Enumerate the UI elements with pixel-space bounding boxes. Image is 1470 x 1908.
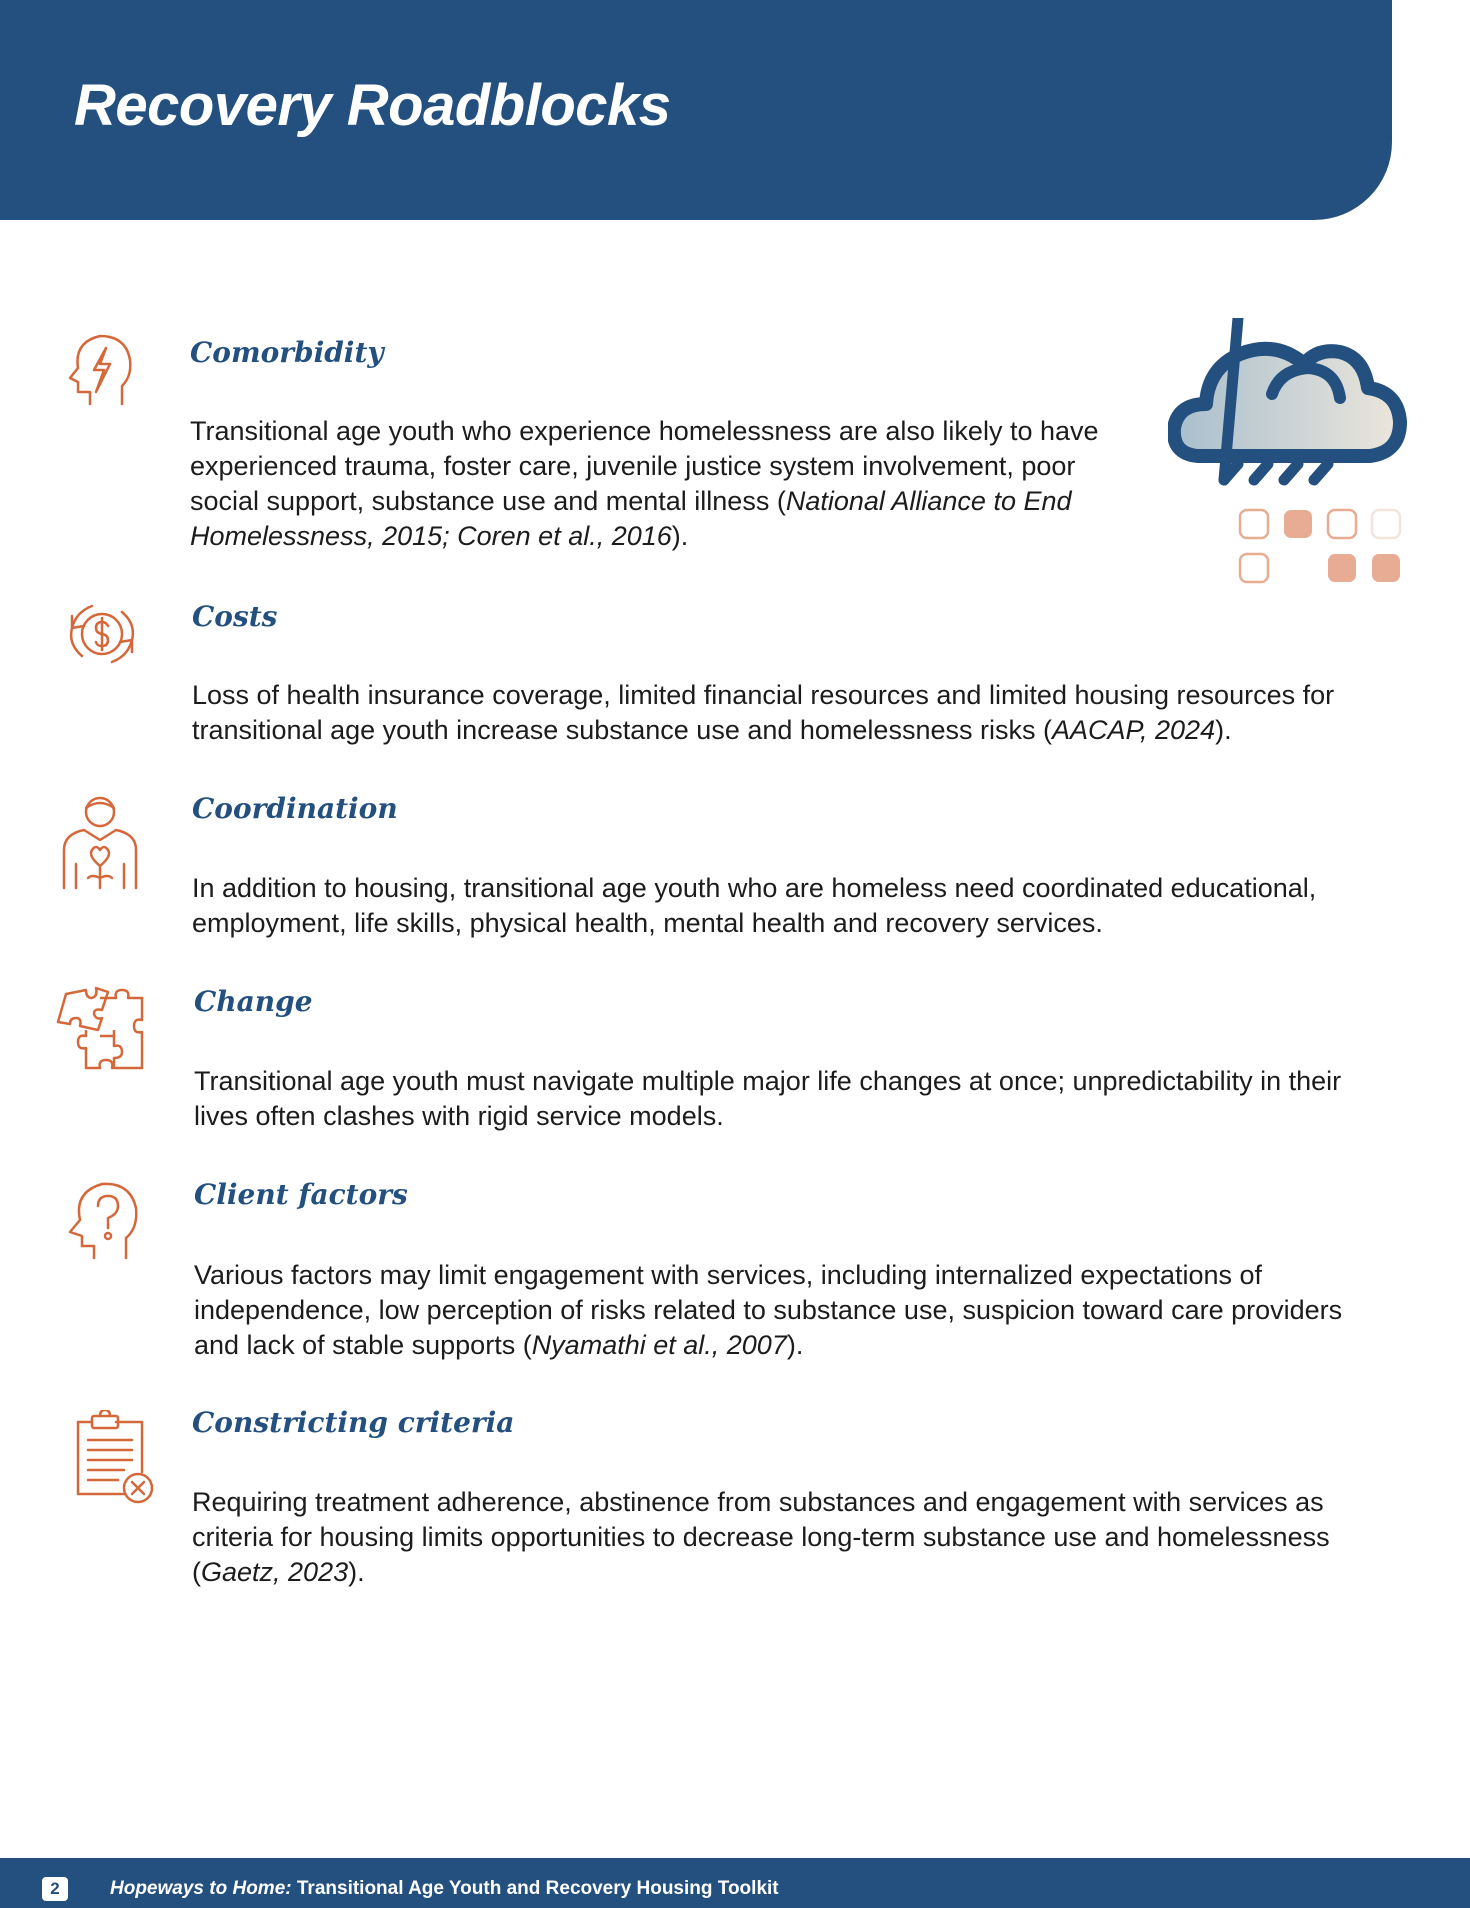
head-question-icon bbox=[62, 1178, 142, 1260]
section-title-client-factors: Client factors bbox=[194, 1178, 408, 1211]
section-body-constricting-criteria: Requiring treatment adherence, abstinence from substances and engagement with services as criteria for housing limits opportunities to decrease long-term substance use and homelessness (Gaetz, 2023). bbox=[192, 1487, 1330, 1587]
section-title-change: Change bbox=[194, 985, 313, 1018]
section-body-comorbidity: Transitional age youth who experience homelessness are also likely to have experienced trauma, foster care, juvenile justice system involvement, poor social support, substance use and mental illness (National Alliance to End Homelessness, 2015; Coren et al., 2016). bbox=[190, 416, 1099, 551]
page-header bbox=[0, 0, 1392, 220]
dollar-cycle-icon bbox=[62, 598, 142, 670]
person-heart-icon bbox=[60, 794, 140, 890]
footer-title bbox=[110, 1878, 779, 1900]
section-body-coordination: In addition to housing, transitional age youth who are homeless need coordinated educational, employment, life skills, physical health, mental health and recovery services. bbox=[192, 873, 1317, 938]
section-title-coordination: Coordination bbox=[192, 792, 398, 825]
clipboard-x-icon bbox=[74, 1410, 154, 1504]
section-title-comorbidity: Comorbidity bbox=[190, 336, 384, 369]
section-title-constricting-criteria: Constricting criteria bbox=[192, 1406, 515, 1439]
section-body-client-factors: Various factors may limit engagement with services, including internalized expectations of independence, low perception of risks related to substance use, suspicion toward care providers and lack of stable supports (Nyamathi et al., 2007). bbox=[194, 1260, 1343, 1360]
rain-cloud-illustration bbox=[1168, 318, 1408, 593]
section-title-costs: Costs bbox=[192, 600, 278, 633]
page-number: 2 bbox=[42, 1877, 68, 1901]
section-body-costs: Loss of health insurance coverage, limited financial resources and limited housing resources for transitional age youth increase substance use and homelessness risks (AACAP, 2024). bbox=[192, 680, 1335, 745]
head-lightning-icon bbox=[60, 330, 140, 410]
footer-subtitle: Transitional Age Youth and Recovery Housing Toolkit bbox=[291, 1878, 779, 1899]
puzzle-icon bbox=[56, 986, 144, 1072]
section-body-change: Transitional age youth must navigate multiple major life changes at once; unpredictability in their lives often clashes with rigid service models. bbox=[194, 1066, 1342, 1131]
page-title: Recovery Roadblocks bbox=[74, 73, 671, 138]
rain-cloud-icon bbox=[1168, 318, 1408, 588]
footer-brand: Hopeways to Home: bbox=[110, 1878, 292, 1899]
